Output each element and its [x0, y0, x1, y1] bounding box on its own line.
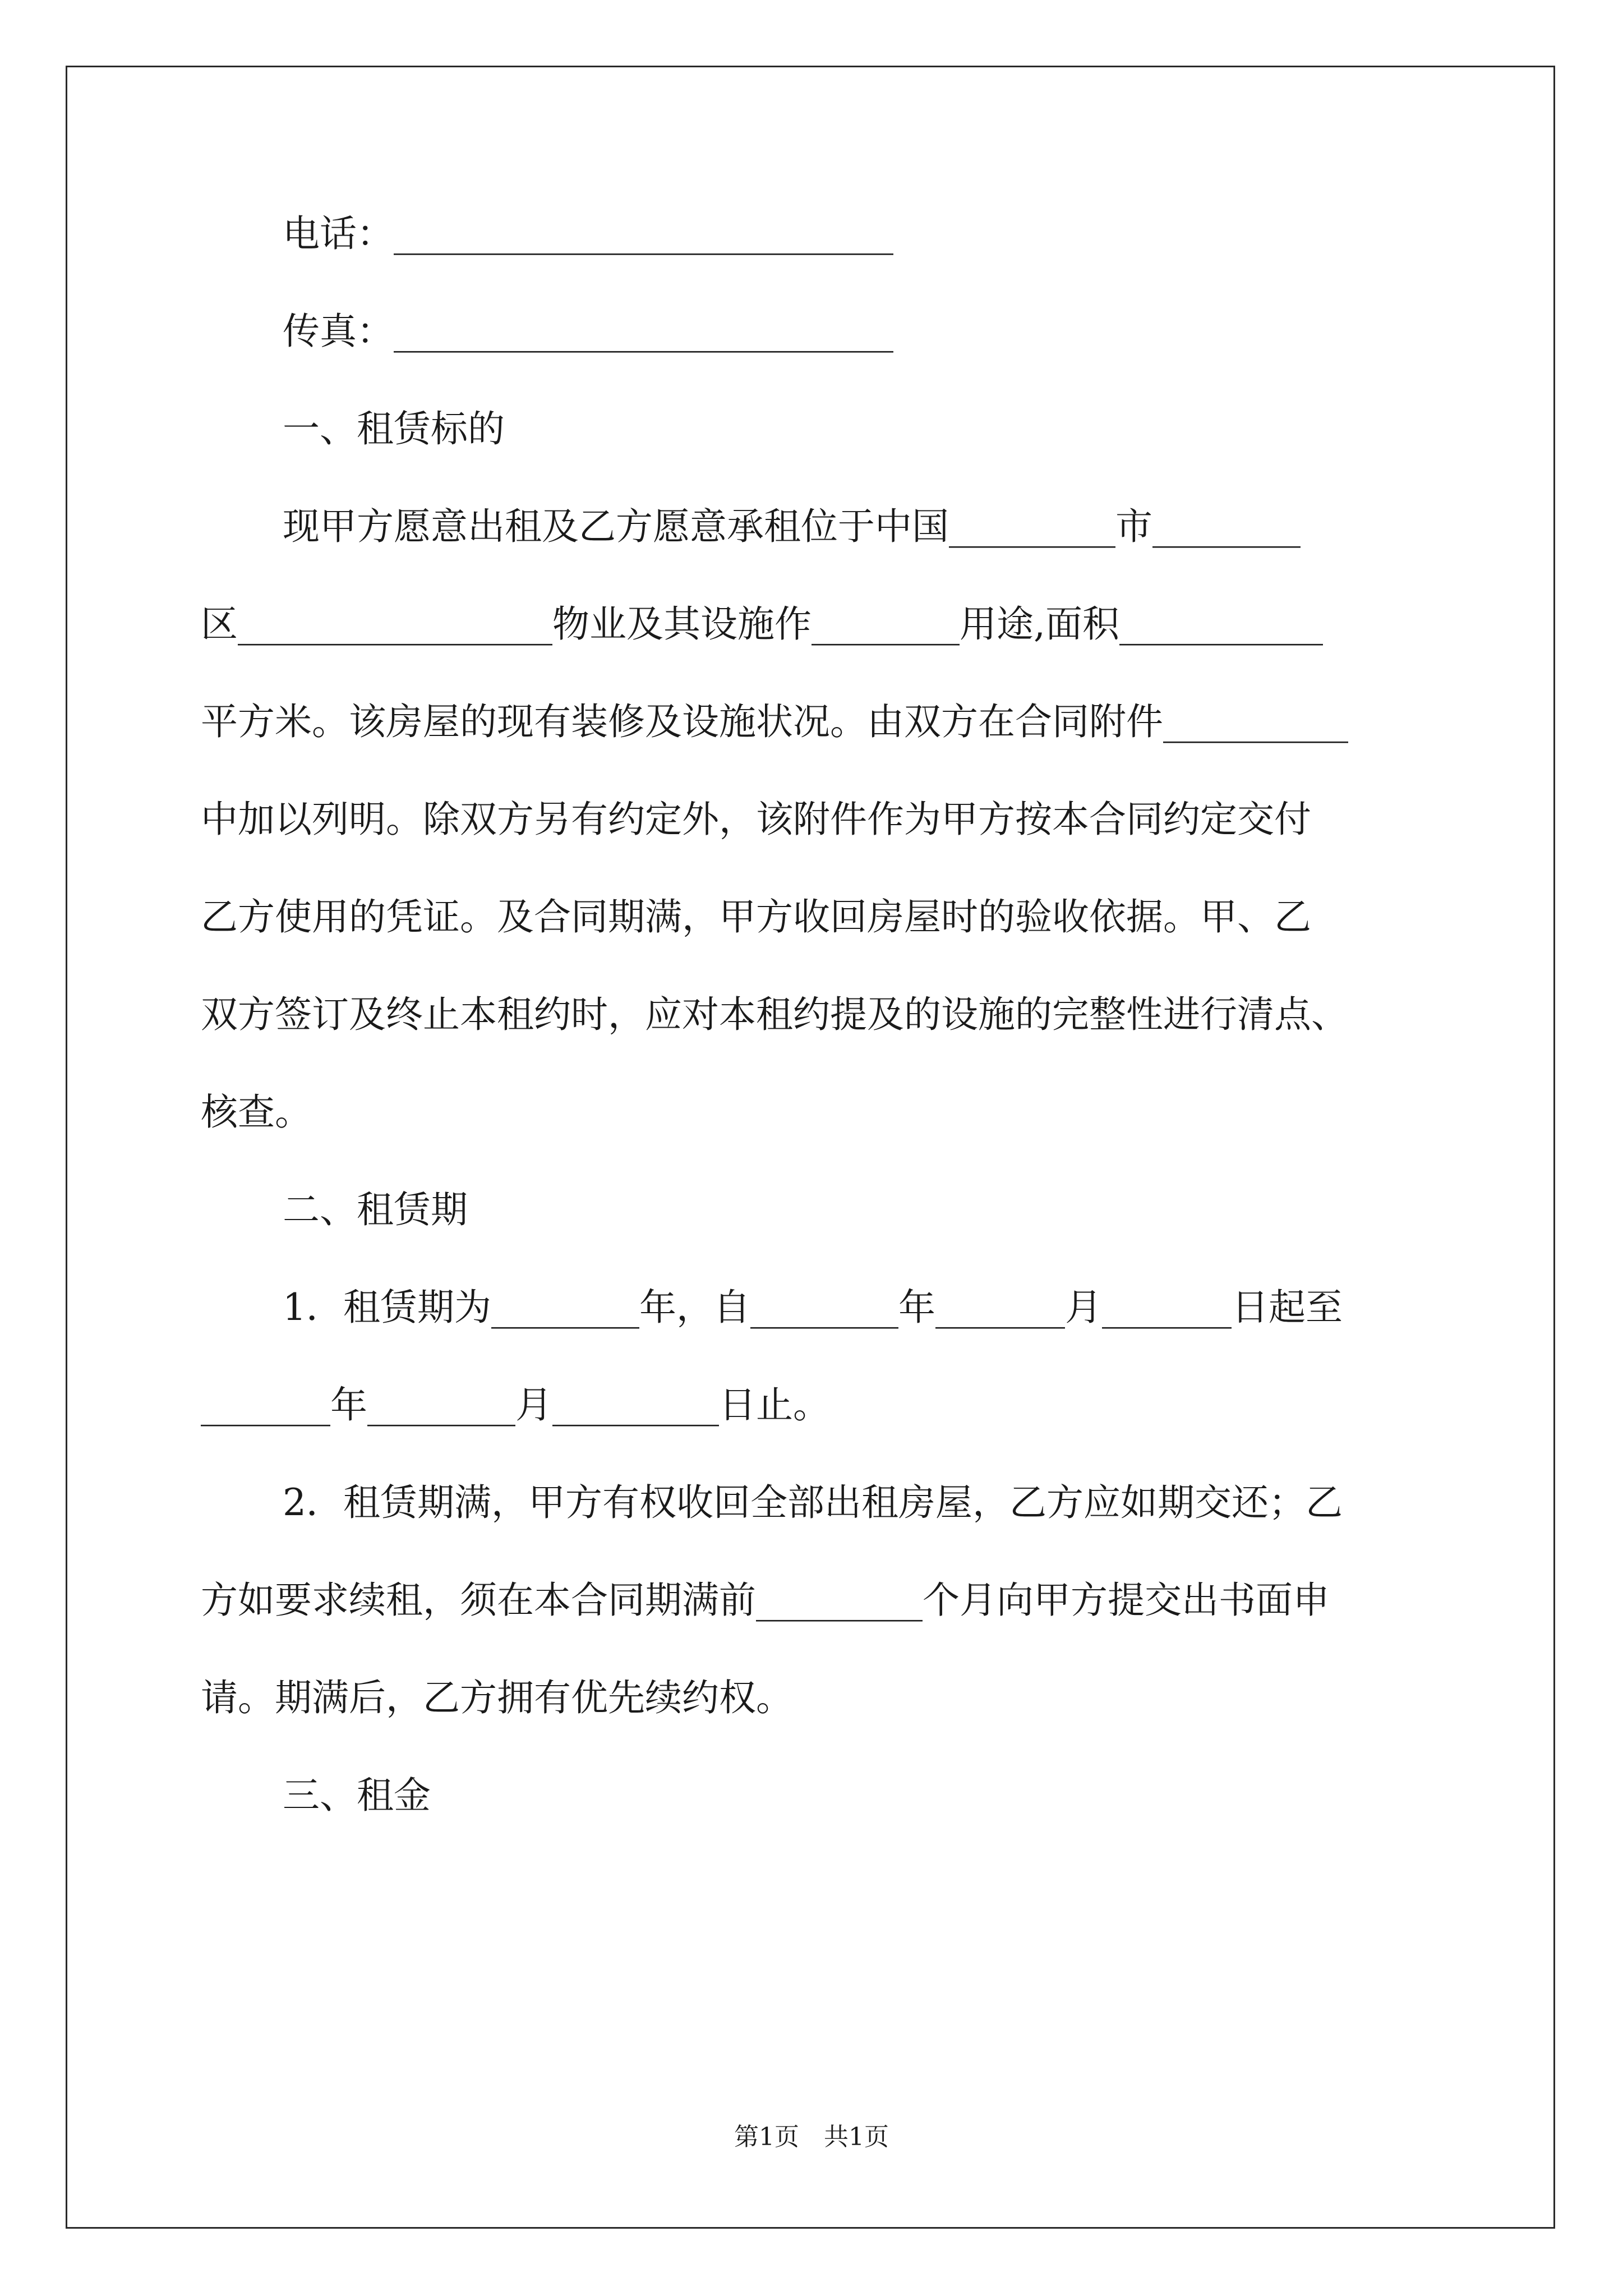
section-heading-2: 二、租赁期: [283, 1188, 468, 1231]
paragraph-line: 平方米。该房屋的现有装修及设施状况。由双方在合同附件__________: [201, 700, 1348, 743]
paragraph-line: 请。期满后，乙方拥有优先续约权。: [201, 1676, 793, 1719]
paragraph-line: 1．租赁期为________年，自________年_______月_______日起至: [283, 1286, 1343, 1329]
fax-line: 传真：___________________________: [283, 310, 893, 353]
section-heading-3: 三、租金: [283, 1774, 431, 1817]
page-border: [66, 66, 1555, 2229]
paragraph-line: 中加以列明。除双方另有约定外，该附件作为甲方按本合同约定交付: [201, 798, 1311, 841]
paragraph-line: 现甲方愿意出租及乙方愿意承租位于中国_________市________: [283, 505, 1301, 548]
paragraph-line: 双方签订及终止本租约时，应对本租约提及的设施的完整性进行清点、: [201, 993, 1348, 1036]
page-number-footer: 第1页 共1页: [734, 2123, 889, 2151]
paragraph-line: 核查。: [201, 1091, 312, 1134]
paragraph-line: 乙方使用的凭证。及合同期满，甲方收回房屋时的验收依据。甲、乙: [201, 895, 1311, 938]
section-heading-1: 一、租赁标的: [283, 407, 505, 450]
phone-line: 电话：___________________________: [283, 212, 893, 255]
paragraph-line: 区_________________物业及其设施作________用途,面积___________: [201, 602, 1323, 646]
paragraph-line: 2．租赁期满，甲方有权收回全部出租房屋，乙方应如期交还；乙: [283, 1481, 1343, 1524]
paragraph-line: _______年________月_________日止。: [201, 1383, 830, 1427]
paragraph-line: 方如要求续租，须在本合同期满前_________个月向甲方提交出书面申: [201, 1579, 1330, 1622]
